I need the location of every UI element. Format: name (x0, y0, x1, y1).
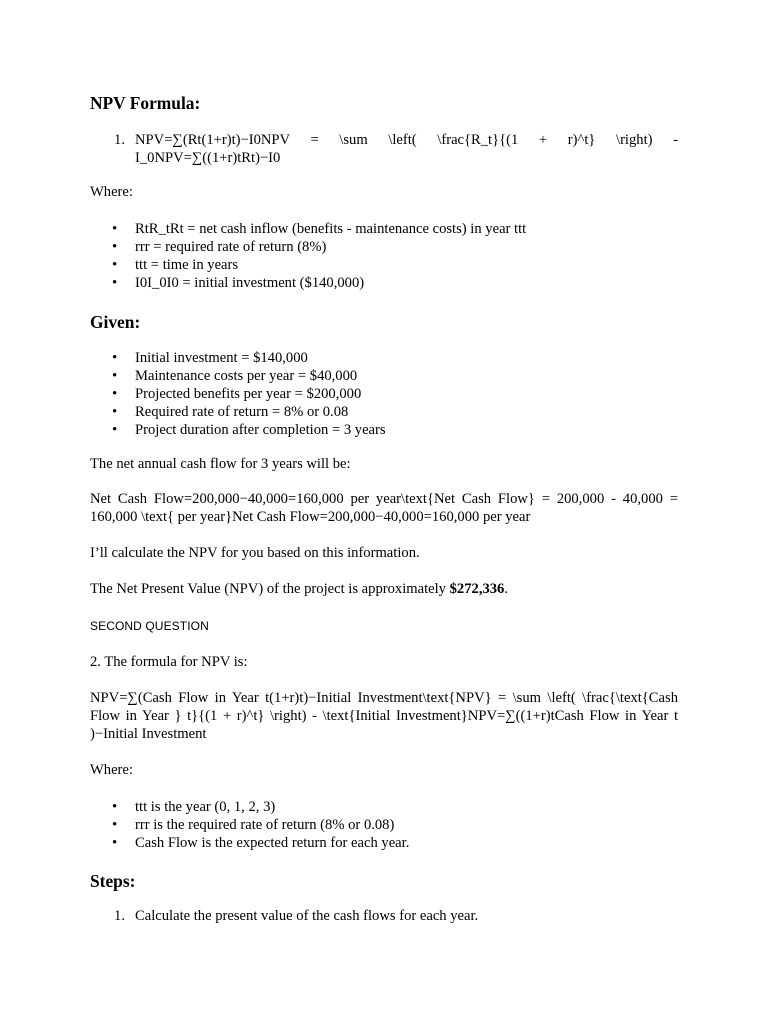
net-annual-text: The net annual cash flow for 3 years will be: (90, 456, 351, 472)
bullet-icon: • (112, 368, 118, 384)
net-cash-flow-block (90, 491, 678, 527)
bullet-icon: • (112, 221, 118, 237)
bullet-icon: • (112, 275, 118, 291)
formula-line-2: I_0NPV=∑((1+r)tRt)−I0 (135, 150, 281, 166)
second-question-label: SECOND QUESTION (90, 619, 209, 633)
list-item: • rrr = required rate of return (8%) (112, 239, 327, 255)
bullet-icon: • (112, 257, 118, 273)
calculate-block (90, 545, 678, 563)
formula-2-line-2: Flow in Year } t}{(1 + r)^t} \right) - \text{Initial Investment}NPV=∑((1+r)tCash Flow in Year t (90, 707, 678, 724)
bullet-icon: • (112, 817, 118, 833)
npv-formula-heading-block (90, 93, 678, 114)
net-cash-line-1: Net Cash Flow=200,000−40,000=160,000 per year\text{Net Cash Flow} = 200,000 - 40,000 = (90, 491, 678, 507)
list-number: 1. (114, 908, 125, 924)
steps-list (90, 907, 678, 925)
formula-list (90, 131, 678, 167)
steps-item-text: Calculate the present value of the cash flows for each year. (135, 908, 479, 924)
list-item: • ttt = time in years (112, 257, 239, 273)
formula-line-1: NPV=∑(Rt(1+r)t)−I0NPV = \sum \left( \frac{R_t}{(1 + r)^t} \right) - (135, 132, 678, 148)
bullet-icon: • (112, 422, 118, 438)
bullet-icon: • (112, 799, 118, 815)
where-2-list (90, 798, 678, 852)
list-item: • RtR_tRt = net cash inflow (benefits - maintenance costs) in year ttt (112, 221, 527, 237)
where-1-block (90, 184, 678, 202)
list-number: 1. (114, 132, 125, 148)
list-item: • I0I_0I0 = initial investment ($140,000) (112, 275, 365, 291)
given-heading-block (90, 312, 678, 333)
formula-2-intro: 2. The formula for NPV is: (90, 654, 248, 670)
formula-list-item (90, 131, 678, 167)
bullet-icon: • (112, 386, 118, 402)
npv-result-block (90, 581, 678, 599)
bullet-icon: • (112, 239, 118, 255)
list-item: • Cash Flow is the expected return for each year. (112, 835, 410, 851)
steps-heading-block (90, 871, 678, 892)
list-item: • Project duration after completion = 3 years (112, 422, 386, 438)
formula-2-block (90, 690, 678, 743)
bullet-icon: • (112, 350, 118, 366)
list-item: • Projected benefits per year = $200,000 (112, 386, 362, 402)
given-list (90, 349, 678, 439)
formula-2-line-3: )−Initial Investment (90, 725, 207, 742)
list-item: • rrr is the required rate of return (8% or 0.08) (112, 817, 395, 833)
npv-result-value: $272,336 (449, 581, 505, 597)
list-item: • Maintenance costs per year = $40,000 (112, 368, 358, 384)
npv-result-text: The Net Present Value (NPV) of the project is approximately $272,336. (90, 581, 509, 597)
where-1-list (90, 220, 678, 292)
npv-formula-heading: NPV Formula: (90, 93, 201, 113)
given-heading: Given: (90, 312, 141, 332)
where-2-block (90, 762, 678, 780)
list-item: • ttt is the year (0, 1, 2, 3) (112, 799, 276, 815)
formula-2-intro-block (90, 654, 678, 672)
list-item: • Initial investment = $140,000 (112, 350, 308, 366)
formula-2-line-1: NPV=∑(Cash Flow in Year t(1+r)t)−Initial Investment\text{NPV} = \sum \left( \frac{\text{Cash (90, 690, 678, 706)
calculate-text: I’ll calculate the NPV for you based on this information. (90, 545, 420, 561)
bullet-icon: • (112, 835, 118, 851)
second-question-block (90, 618, 678, 636)
where-label-1: Where: (90, 184, 133, 200)
net-cash-line-2: 160,000 \text{ per year}Net Cash Flow=200,000−40,000=160,000 per year (90, 508, 531, 525)
bullet-icon: • (112, 404, 118, 420)
list-item: • Required rate of return = 8% or 0.08 (112, 404, 349, 420)
list-item (90, 907, 678, 925)
where-label-2: Where: (90, 762, 133, 778)
net-annual-block (90, 456, 678, 474)
steps-heading: Steps: (90, 871, 136, 891)
